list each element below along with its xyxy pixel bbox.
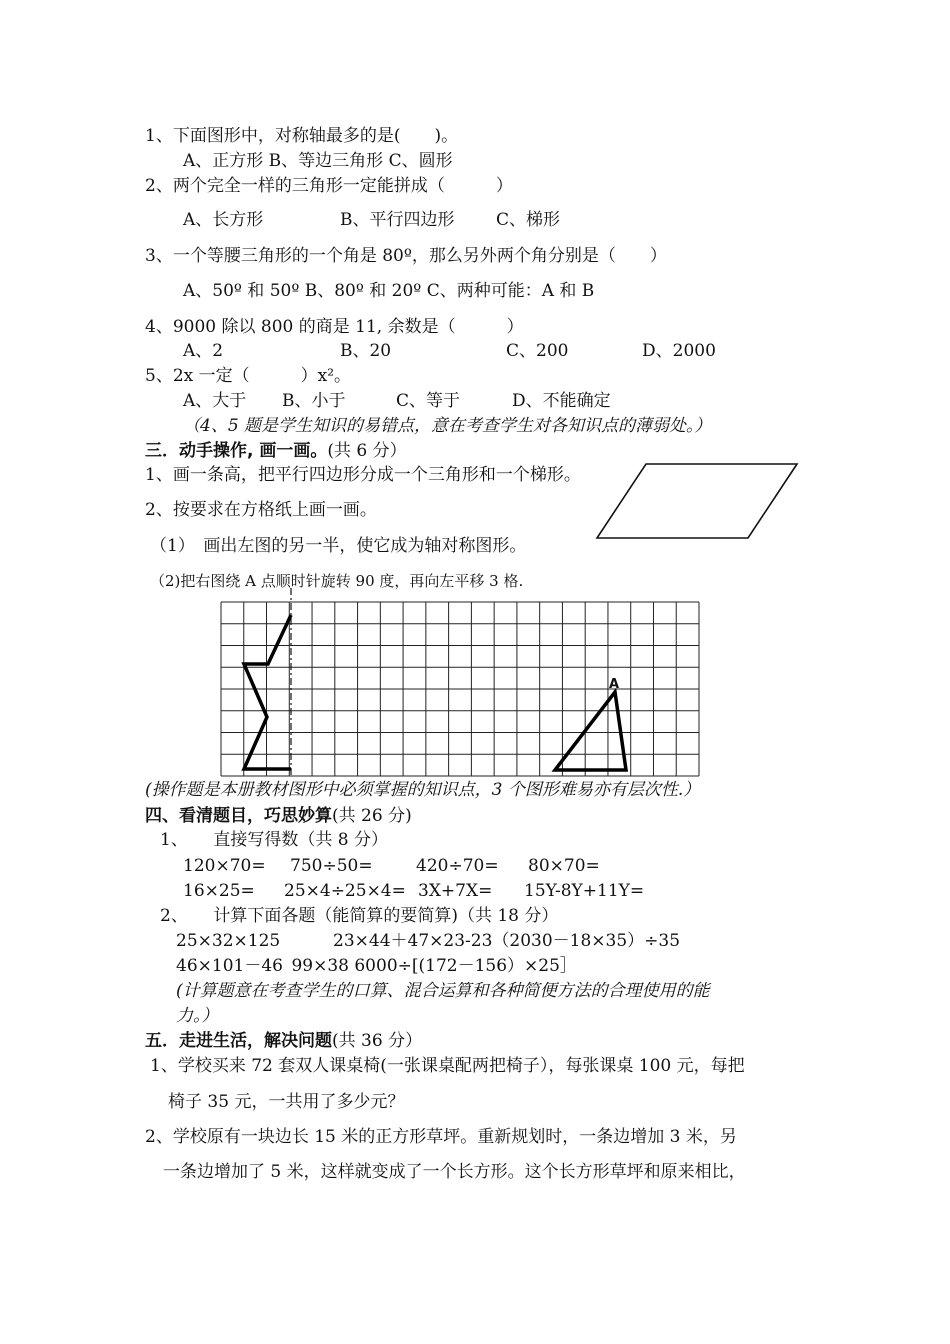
calc-note-line1: (计算题意在考查学生的口算、混合运算和各种简便方法的合理使用的能 — [176, 981, 710, 1001]
oral-calc-r1c4: 80×70= — [528, 856, 600, 876]
s3-sub2: （2)把右图绕 A 点顺时针旋转 90 度，再向左平移 3 格. — [150, 572, 524, 590]
calc-r1c2: 23×44＋47×23-23（2030－18×35）÷35 — [333, 931, 681, 951]
q2-stem: 2、两个完全一样的三角形一定能拼成（ ） — [145, 176, 513, 196]
q2-option-c: C、梯形 — [496, 210, 561, 230]
s3-item2: 2、按要求在方格纸上画一画。 — [145, 500, 377, 520]
oral-calc-r1c1: 120×70= — [183, 856, 266, 876]
section3-score: (共 6 分） — [327, 441, 407, 461]
s4-part1-title: 1、 直接写得数（共 8 分） — [160, 830, 388, 850]
q5-option-a: A、大于 — [183, 391, 247, 411]
calc-note-line2: 力。） — [176, 1006, 219, 1026]
oral-calc-r1c2: 750÷50= — [290, 856, 373, 876]
q3-options: A、50º 和 50º B、80º 和 20º C、两种可能：A 和 B — [183, 281, 595, 301]
q4-stem: 4、9000 除以 800 的商是 11, 余数是（ ） — [145, 317, 524, 337]
q2-option-a: A、长方形 — [183, 210, 264, 230]
q4-option-c: C、200 — [506, 341, 569, 361]
problem1-line1: 1、学校买来 72 套双人课桌椅(一张课桌配两把椅子），每张课桌 100 元，每把 — [150, 1056, 745, 1076]
section4-heading — [145, 808, 412, 825]
s3-sub1: （1） 画出左图的另一半，使它成为轴对称图形。 — [150, 536, 527, 556]
q5-option-b: B、小于 — [282, 391, 346, 411]
q4-option-a: A、2 — [183, 341, 224, 361]
grid-paper — [221, 602, 699, 776]
section3-title: 三．动手操作, 画一画。 — [145, 441, 328, 461]
s4-part2-title: 2、 计算下面各题（能简算的要简算)（共 18 分） — [160, 906, 559, 926]
rotation-triangle — [555, 692, 626, 770]
q1-stem: 1、下面图形中，对称轴最多的是( )。 — [145, 126, 459, 146]
parallelogram-figure — [597, 464, 797, 538]
oral-calc-r2c4: 15Y-8Y+11Y= — [524, 881, 645, 901]
calc-r1c1: 25×32×125 — [176, 931, 281, 951]
section4-score: (共 26 分) — [332, 806, 412, 826]
oral-calc-r2c2: 25×4÷25×4= — [284, 881, 406, 901]
point-a-label: A — [609, 677, 620, 692]
choice-note: （4、5 题是学生知识的易错点，意在考查学生对各知识点的薄弱处。） — [183, 416, 712, 436]
q4-option-b: B、20 — [340, 341, 392, 361]
q5-option-d: D、不能确定 — [512, 391, 611, 411]
problem2-line2: 一条边增加了 5 米，这样就变成了一个长方形。这个长方形草坪和原来相比， — [163, 1162, 746, 1182]
problem2-line1: 2、学校原有一块边长 15 米的正方形草坪。重新规划时，一条边增加 3 米，另 — [145, 1127, 737, 1147]
section4-title: 四、看清题目，巧思妙算 — [145, 806, 332, 826]
calc-r2: 46×101－46 99×38 6000÷[(172－156）×25］ — [176, 956, 577, 976]
oral-calc-r2c3: 3X+7X= — [418, 881, 493, 901]
q5-stem: 5、2x 一定（ ）x²。 — [145, 366, 352, 386]
section5-title: 五．走进生活，解决问题 — [145, 1031, 332, 1051]
problem1-line2: 椅子 35 元，一共用了多少元？ — [168, 1092, 405, 1112]
q4-option-d: D、2000 — [642, 341, 716, 361]
section5-score: (共 36 分） — [332, 1031, 423, 1051]
s3-item1: 1、画一条高，把平行四边形分成一个三角形和一个梯形。 — [145, 465, 581, 485]
oral-calc-r1c3: 420÷70= — [416, 856, 499, 876]
q1-options: A、正方形 B、等边三角形 C、圆形 — [183, 151, 453, 171]
q5-option-c: C、等于 — [396, 391, 461, 411]
oral-calc-r2c1: 16×25= — [183, 881, 255, 901]
half-figure — [244, 615, 291, 769]
q2-option-b: B、平行四边形 — [340, 210, 455, 230]
s3-note: (操作题是本册教材图形中必须掌握的知识点，3 个图形难易亦有层次性.） — [145, 780, 701, 800]
q3-stem: 3、一个等腰三角形的一个角是 80º，那么另外两个角分别是（ ） — [145, 246, 667, 266]
section5-heading — [145, 1033, 422, 1050]
